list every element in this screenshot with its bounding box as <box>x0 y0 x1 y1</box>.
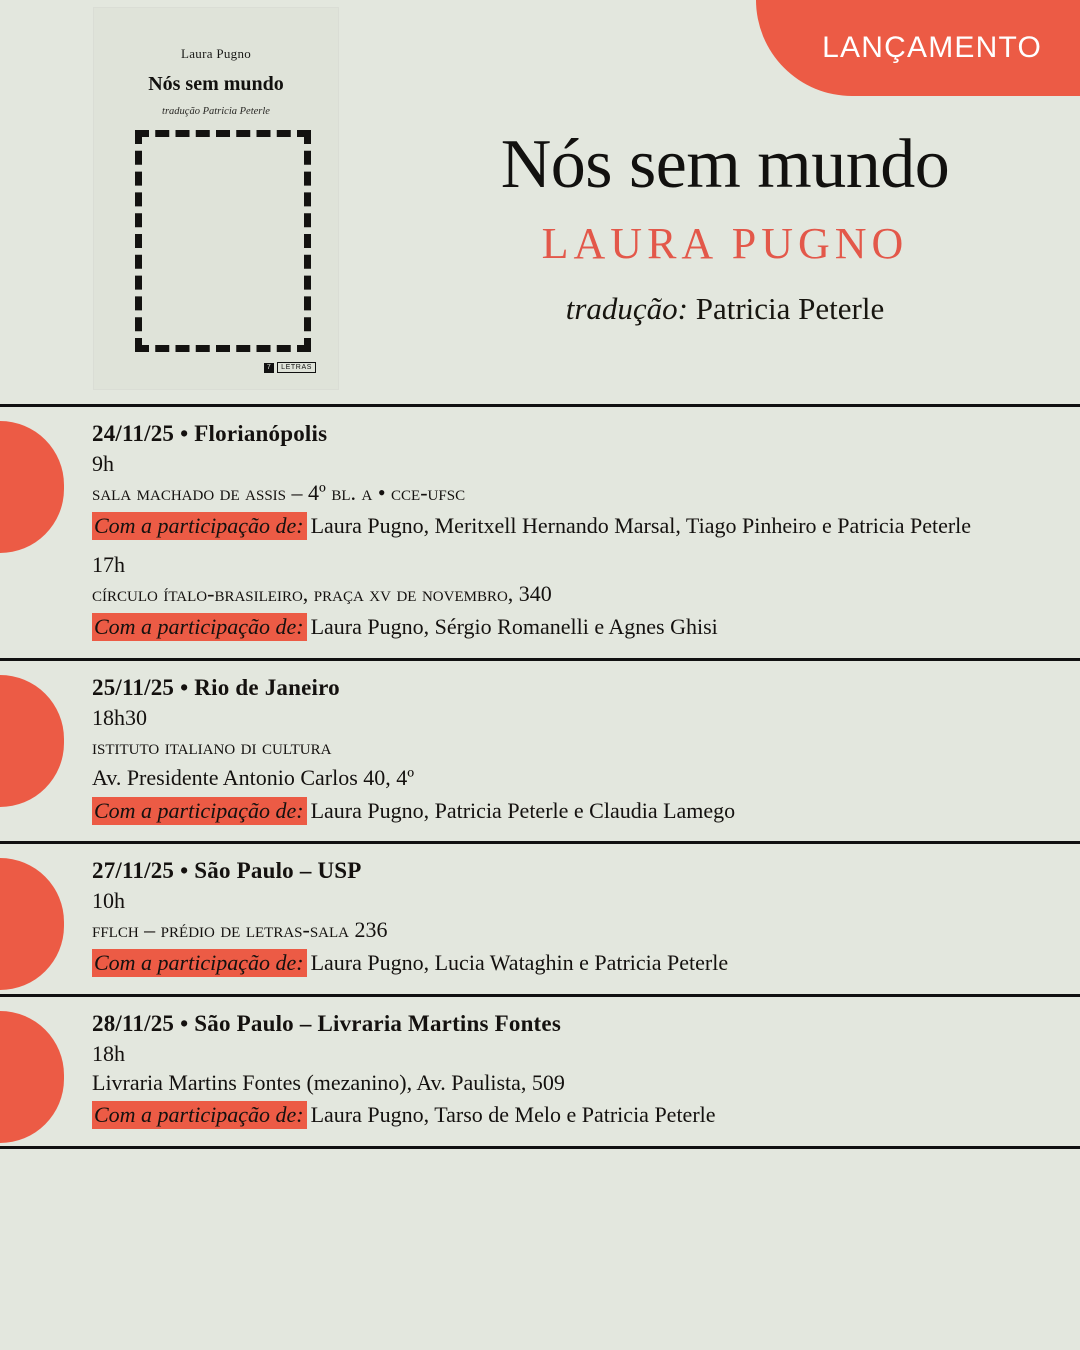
translator-name: Patricia Peterle <box>695 290 885 326</box>
event-city: Florianópolis <box>194 421 328 446</box>
launch-badge-label: LANÇAMENTO <box>822 31 1042 64</box>
event-tab-marker <box>0 858 64 990</box>
event-participants <box>92 612 1040 642</box>
cover-translation: tradução Patricia Peterle <box>162 106 270 117</box>
event-place: istituto italiano di cultura <box>92 733 332 759</box>
event-participants <box>92 511 1040 541</box>
event-time: 17h <box>92 552 125 578</box>
event-participants <box>92 1100 1040 1130</box>
participants-names: Laura Pugno, Lucia Wataghin e Patricia Peterle <box>310 950 729 976</box>
book-cover <box>94 8 338 389</box>
participation-label: Com a participação de: <box>92 949 307 977</box>
participants-names: Laura Pugno, Sérgio Romanelli e Agnes Ghisi <box>310 613 718 639</box>
book-author: LAURA PUGNO <box>541 218 909 268</box>
participants-names: Laura Pugno, Patricia Peterle e Claudia Lamego <box>310 797 736 823</box>
event-heading <box>92 675 1040 701</box>
event-place: fflch – prédio de letras-sala 236 <box>92 917 388 943</box>
event-session <box>92 552 1040 641</box>
event-heading <box>92 421 1040 447</box>
event-separator: • <box>180 858 189 884</box>
cover-author: Laura Pugno <box>180 46 252 61</box>
event-place: sala machado de assis – 4º bl. a • cce-ufsc <box>92 480 466 505</box>
event-heading <box>92 1011 1040 1037</box>
event-item <box>0 658 1080 842</box>
event-item <box>0 841 1080 993</box>
title-block <box>410 128 1040 327</box>
event-place: Livraria Martins Fontes (mezanino), Av. Paulista, 509 <box>92 1069 565 1095</box>
publisher-mark: 7 <box>264 363 274 373</box>
event-time: 10h <box>92 888 125 914</box>
participation-label: Com a participação de: <box>92 613 307 641</box>
event-time: 9h <box>92 451 114 476</box>
event-participants <box>92 796 1040 826</box>
launch-badge <box>756 0 1080 96</box>
participants-names: Laura Pugno, Tarso de Melo e Patricia Peterle <box>310 1102 716 1128</box>
event-item <box>0 994 1080 1149</box>
event-date: 28/11/25 <box>92 1010 175 1036</box>
event-city: Rio de Janeiro <box>194 674 340 700</box>
events-list <box>0 404 1080 1350</box>
event-tab-marker <box>0 421 64 553</box>
event-tab-marker <box>0 675 64 807</box>
event-separator: • <box>180 1010 189 1036</box>
event-date: 24/11/25 <box>92 421 175 446</box>
event-date: 27/11/25 <box>92 858 175 884</box>
event-city: São Paulo – Livraria Martins Fontes <box>194 1010 561 1036</box>
event-city: São Paulo – USP <box>194 858 362 884</box>
cover-dashed-frame <box>135 130 311 352</box>
participants-names: Laura Pugno, Meritxell Hernando Marsal, Tiago Pinheiro e Patricia Peterle <box>310 512 972 538</box>
event-address: Av. Presidente Antonio Carlos 40, 4º <box>92 765 415 791</box>
event-tab-marker <box>0 1011 64 1143</box>
participation-label: Com a participação de: <box>92 512 307 540</box>
publisher-name: LETRAS <box>277 362 316 373</box>
event-item <box>0 404 1080 658</box>
event-time: 18h <box>92 1040 125 1066</box>
event-time: 18h30 <box>92 704 147 730</box>
participation-label: Com a participação de: <box>92 797 307 825</box>
page-title: Nós sem mundo <box>500 126 950 203</box>
participation-label: Com a participação de: <box>92 1101 307 1129</box>
book-cover-art <box>94 8 338 389</box>
event-heading <box>92 858 1040 884</box>
book-translation <box>410 291 1040 327</box>
publisher-logo <box>264 362 316 373</box>
event-place: círculo ítalo-brasileiro, praça xv de novembro, 340 <box>92 581 552 607</box>
event-separator: • <box>180 674 189 700</box>
translation-label: tradução: <box>565 290 688 326</box>
event-participants <box>92 948 1040 978</box>
cover-title: Nós sem mundo <box>148 73 284 95</box>
event-separator: • <box>180 421 189 446</box>
event-date: 25/11/25 <box>92 674 175 700</box>
